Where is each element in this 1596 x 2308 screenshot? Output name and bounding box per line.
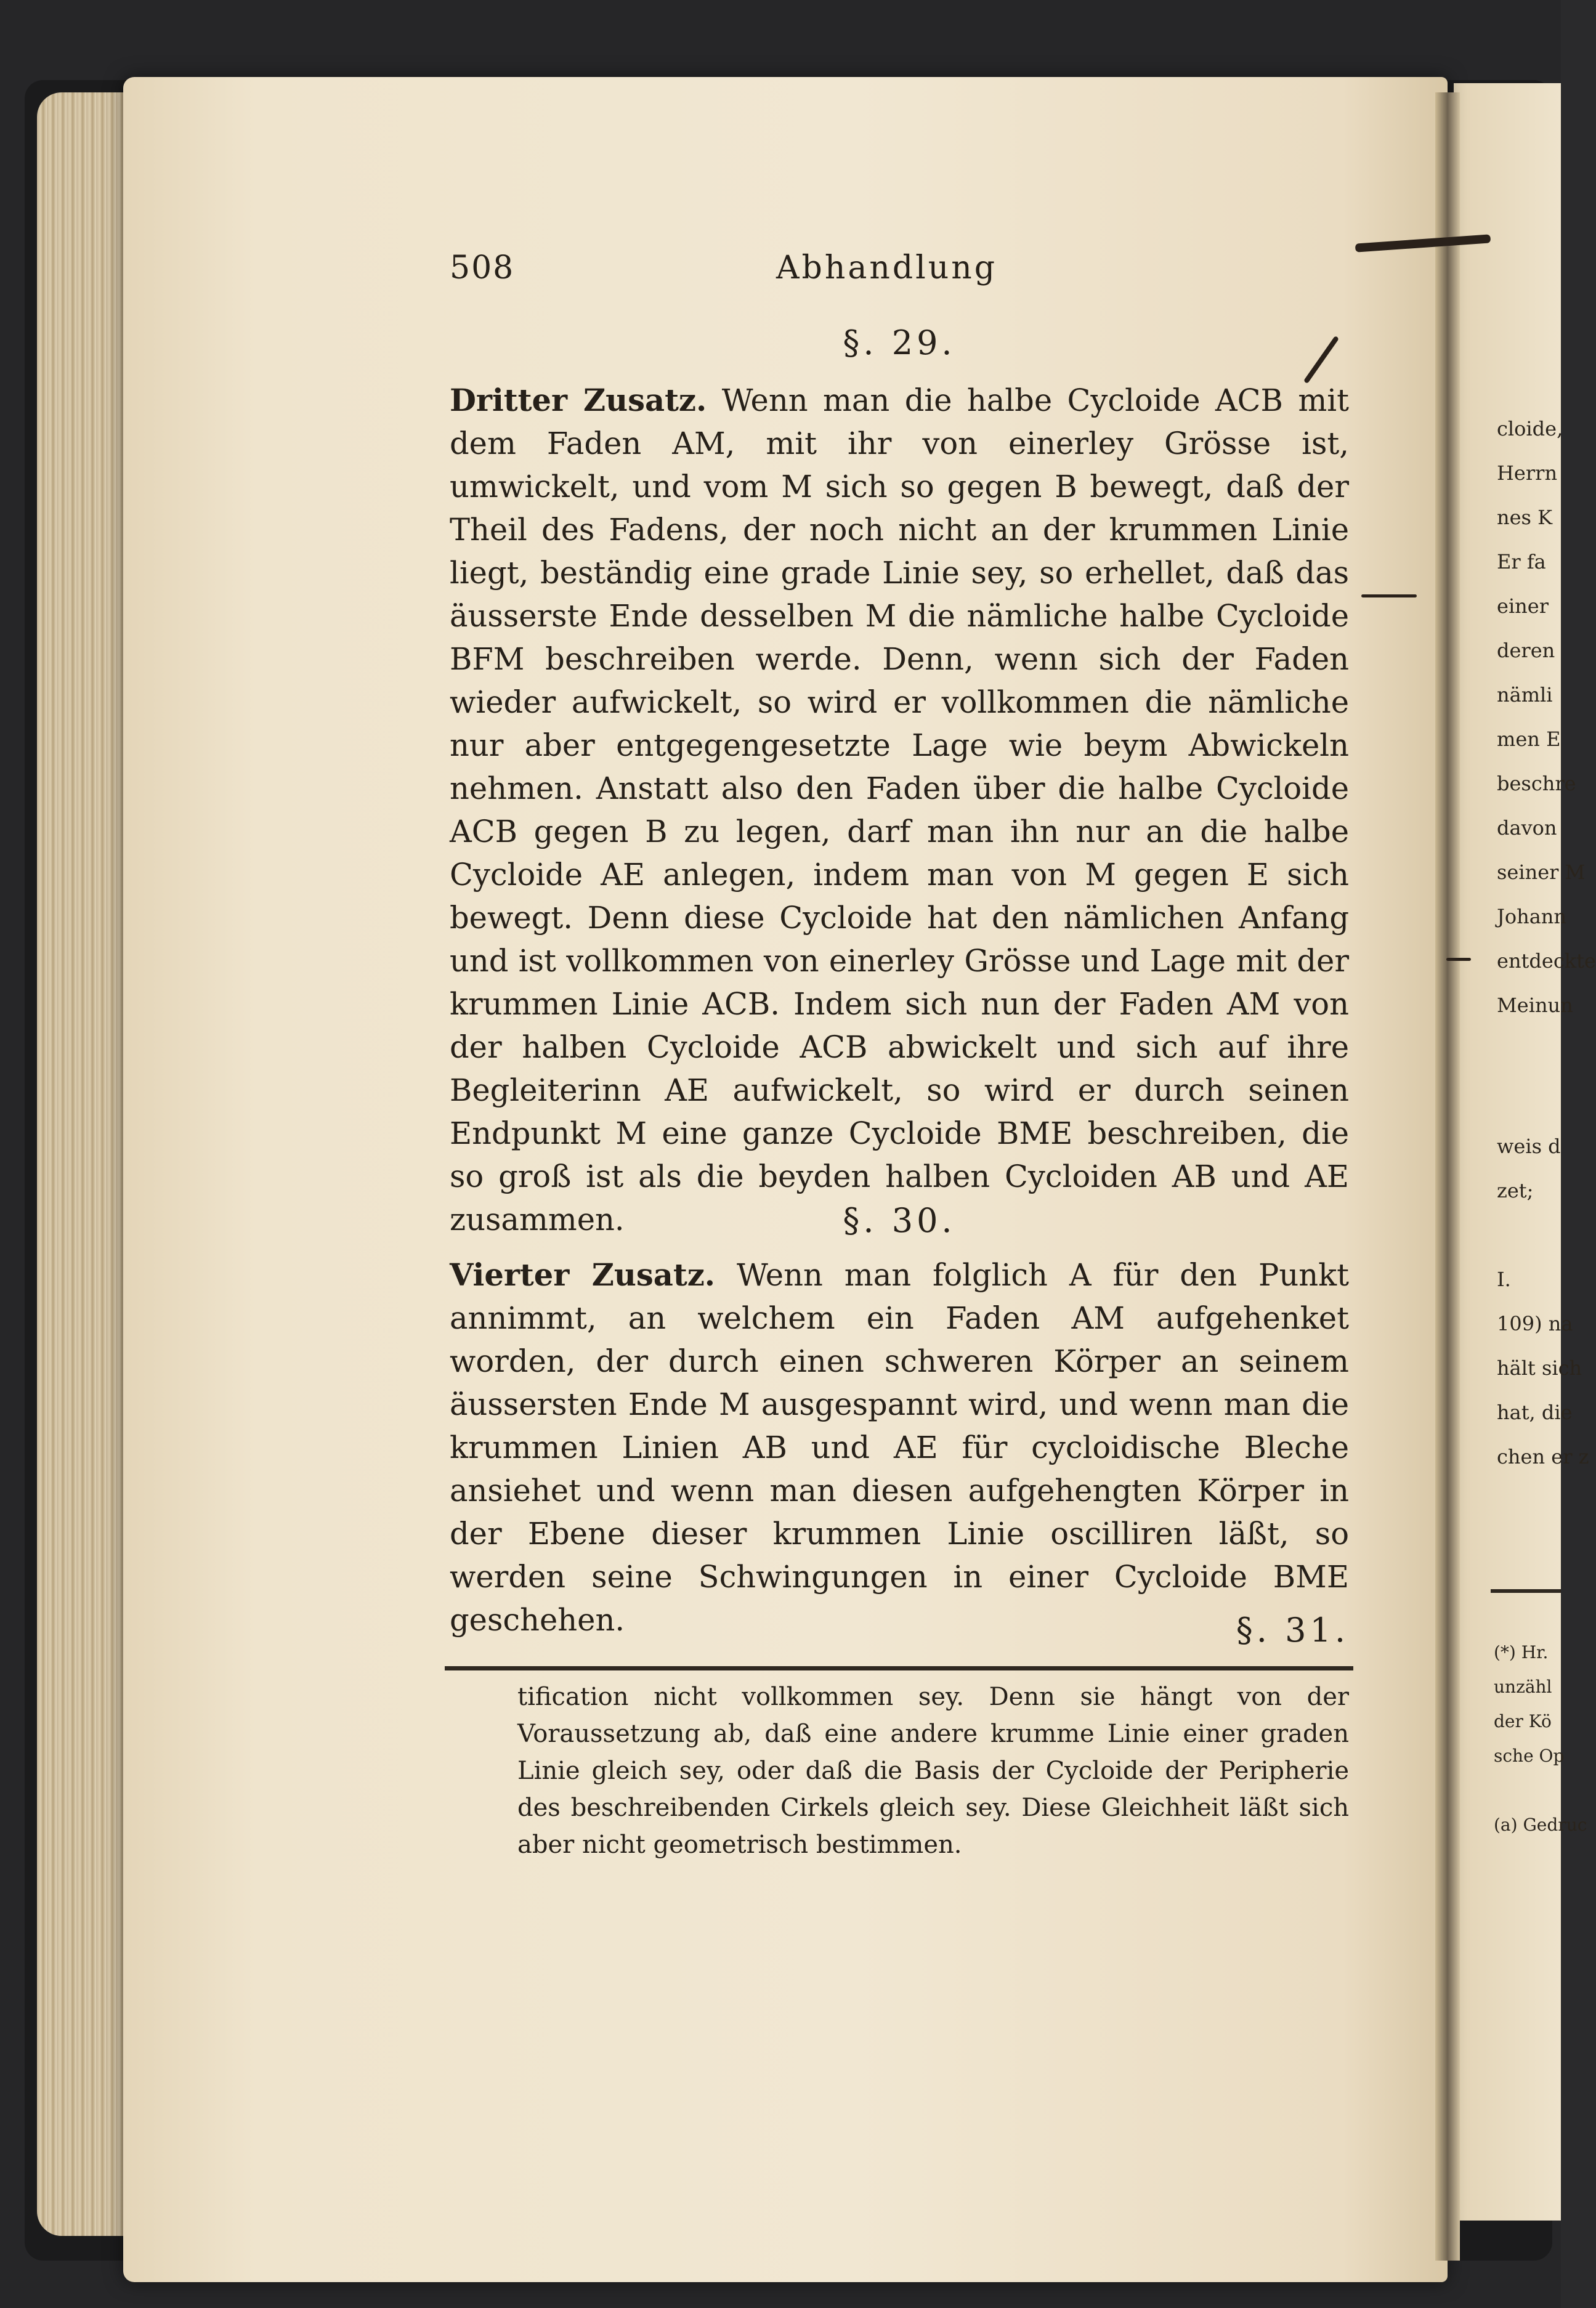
running-head [450, 249, 1349, 299]
adjacent-line: deren [1497, 639, 1555, 662]
adjacent-line [1497, 1213, 1561, 1257]
section-29-heading: §. 29. [843, 323, 956, 362]
adjacent-line: weis d [1497, 1135, 1561, 1158]
adjacent-line: cloide, [1497, 417, 1563, 440]
adjacent-line: der Kö [1494, 1711, 1552, 1731]
adjacent-line: zet; [1497, 1179, 1534, 1202]
adjacent-line: nämli [1497, 683, 1553, 707]
adjacent-line: (a) Gedruc [1494, 1815, 1587, 1835]
adjacent-line: Er fa [1497, 550, 1546, 573]
running-title: Abhandlung [776, 249, 998, 286]
paragraph-29 [450, 379, 1349, 1241]
adjacent-line: davon [1497, 816, 1557, 840]
paragraph-30-label: Vierter Zusatz. [450, 1257, 716, 1293]
adjacent-line: unzähl [1494, 1677, 1552, 1697]
footnote: tification nicht vollkommen sey. Denn sie hängt von der Voraussetzung ab, daß eine andere krumme Linie einer graden Linie gleich sey, oder daß die Basis der Cycloide der Peripherie des beschreibenden Cirkels gleich sey. Diese Gleichheit läßt sich aber nicht geometrisch bestimmen. [517, 1683, 1349, 1859]
adjacent-line: sche Op [1494, 1746, 1565, 1766]
adjacent-line [1494, 1773, 1561, 1808]
text-block [450, 249, 1349, 1859]
adjacent-line: hält sich [1497, 1356, 1582, 1380]
adjacent-line: Meinun [1497, 994, 1573, 1017]
adjacent-line: einer [1497, 594, 1549, 618]
adjacent-line: nes K [1497, 506, 1553, 529]
adjacent-page-lower-text [1497, 1124, 1589, 1479]
adjacent-line: Johann [1497, 905, 1566, 928]
paragraph-29-text: Wenn man die halbe Cycloide ACB mit dem Faden AM, mit ihr von einerley Grösse ist, umwickelt, und vom M sich so gegen B bewegt, daß der Theil des Fadens, der noch nicht an der krummen Linie liegt, beständig eine grade Linie sey, so erhellet, daß das äusserste Ende desselben M die nämliche halbe Cycloide BFM beschreiben werde. Denn, wenn sich der Faden wieder aufwickelt, so wird er vollkommen die nämliche nur aber entgegengesetzte Lage wie beym Abwickeln nehmen. Anstatt also den Faden über die halbe Cycloide ACB gegen B zu legen, darf man ihn nur an die halbe Cycloide AE anlegen, indem man von M gegen E sich bewegt. Denn diese Cycloide hat den nämlichen Anfang und ist vollkommen von einerley Grösse und Lage mit der krummen Linie ACB. Indem sich nun der Faden AM von der halben Cycloide ACB abwickelt und sich auf ihre Begleiterinn AE aufwickelt, so wird er durch seinen Endpunkt M eine ganze Cycloide BME beschreiben, die so groß ist als die beyden halben Cycloiden AB und AE zusammen. [450, 383, 1349, 1237]
adjacent-line: (*) Hr. [1494, 1642, 1549, 1662]
page-number: 508 [450, 249, 515, 286]
adjacent-footnote-rule [1491, 1589, 1561, 1593]
adjacent-line: entdeckte [1497, 949, 1596, 973]
section-30-heading: §. 30. [843, 1201, 956, 1240]
adjacent-page-footnotes [1494, 1635, 1587, 1842]
adjacent-line: hat, die [1497, 1401, 1573, 1424]
adjacent-line: Herrn [1497, 461, 1558, 485]
paragraph-30 [450, 1253, 1349, 1642]
paragraph-29-label: Dritter Zusatz. [450, 383, 707, 418]
ink-mark-dash [1361, 594, 1417, 597]
adjacent-line: men E [1497, 727, 1561, 751]
gutter [1435, 92, 1460, 2261]
ink-mark-dash [1446, 958, 1471, 961]
adjacent-line: seiner M [1497, 860, 1586, 884]
footnote-rule [445, 1666, 1353, 1670]
adjacent-page-upper-text [1497, 407, 1596, 1027]
adjacent-line: chen er z [1497, 1445, 1589, 1468]
adjacent-line: 109) na [1497, 1312, 1573, 1335]
catchword: §. 31. [1236, 1611, 1349, 1650]
adjacent-line: beschre [1497, 772, 1576, 795]
paragraph-30-text: Wenn man folglich A für den Punkt annimmt, an welchem ein Faden AM aufgehenket worden, der durch einen schweren Körper an seinem äussersten Ende M ausgespannt wird, und wenn man die krummen Linien AB und AE für cycloidische Bleche ansiehet und wenn man diesen aufgehengten Körper in der Ebene dieser krummen Linie oscilliren läßt, so werden seine Schwingungen in einer Cycloide BME geschehen. [450, 1257, 1349, 1638]
adjacent-line: I. [1497, 1268, 1511, 1291]
